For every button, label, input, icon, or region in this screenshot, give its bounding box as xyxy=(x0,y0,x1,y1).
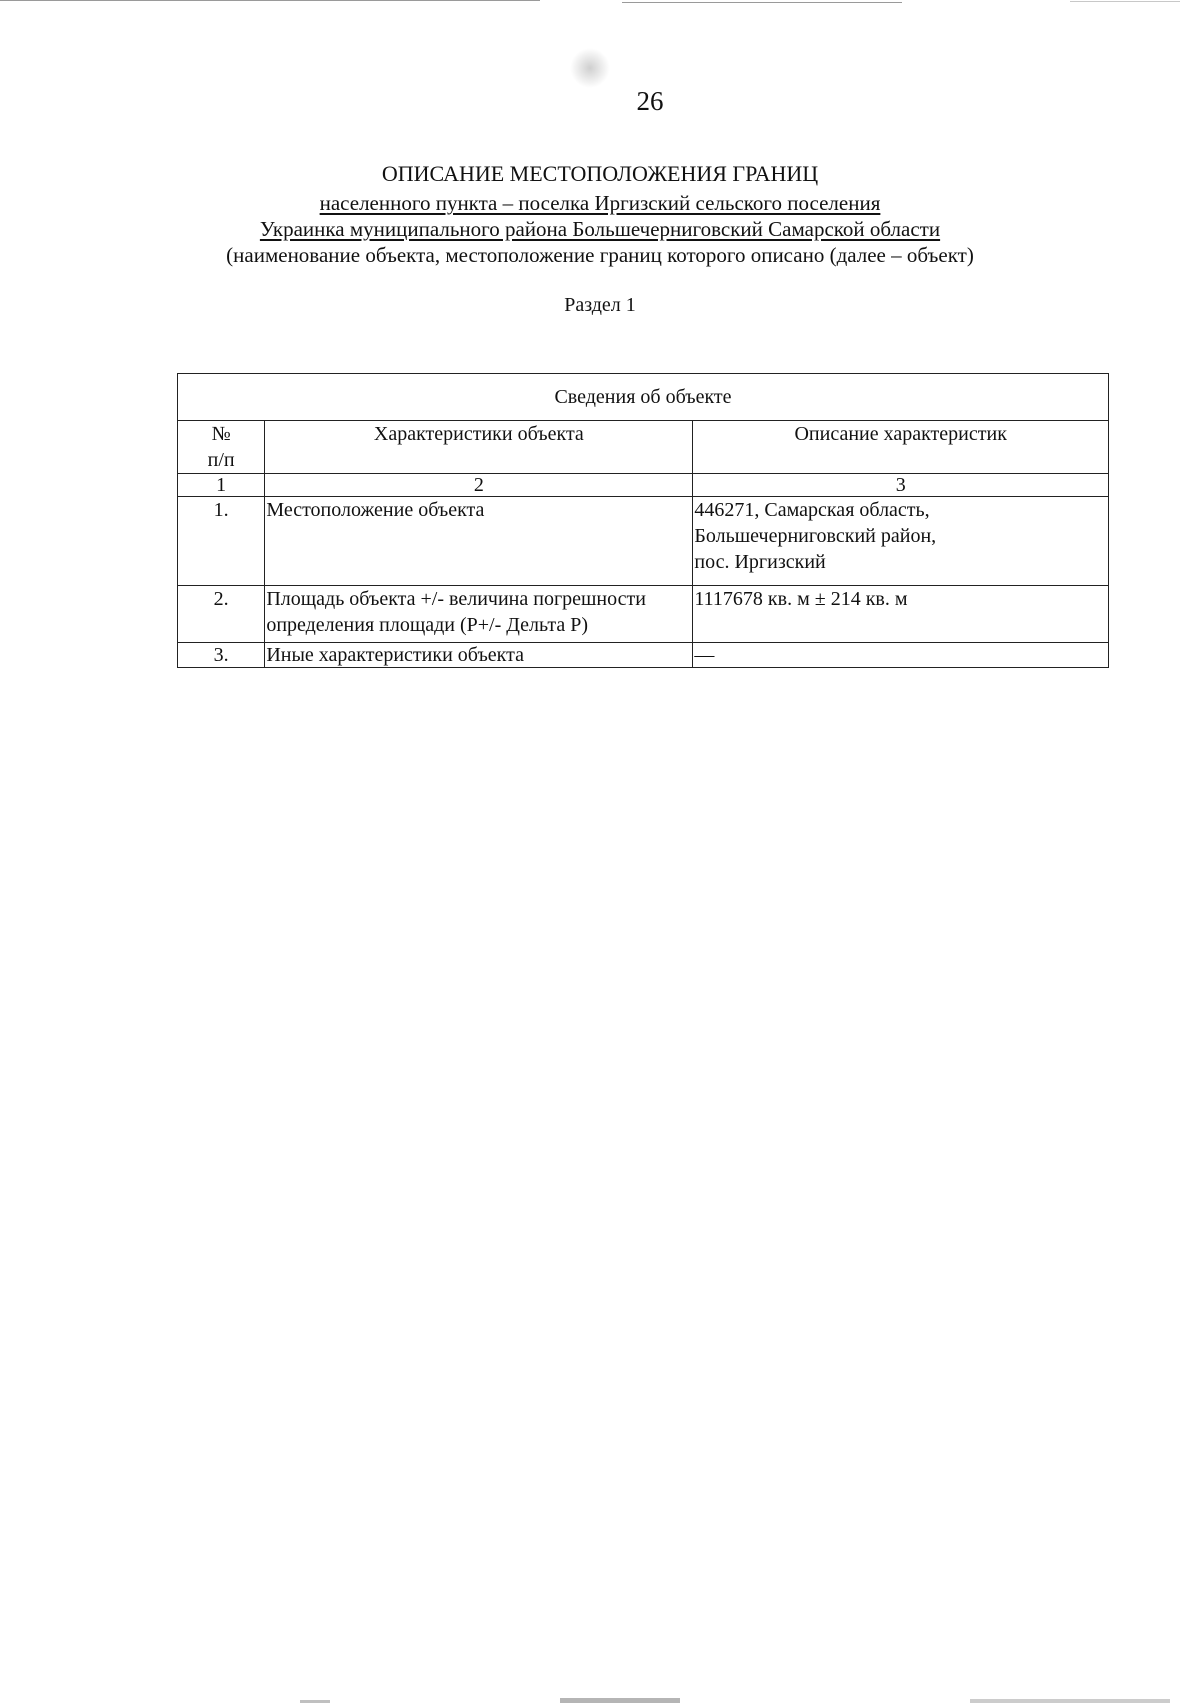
table-caption: Сведения об объекте xyxy=(178,374,1109,421)
object-name-line-1 xyxy=(150,190,1050,216)
row-characteristic xyxy=(265,586,693,643)
table-column-number-row xyxy=(178,474,1109,497)
table-row xyxy=(178,586,1109,643)
row-description: 1117678 кв. м ± 214 кв. м xyxy=(693,586,1109,643)
row-characteristic-line: Площадь объекта +/- величина погрешности xyxy=(266,588,646,610)
header-characteristics: Характеристики объекта xyxy=(265,421,693,474)
document-title: ОПИСАНИЕ МЕСТОПОЛОЖЕНИЯ ГРАНИЦ xyxy=(381,161,819,186)
object-info-table xyxy=(177,373,1109,668)
row-number: 2. xyxy=(178,586,265,643)
row-description-line: пос. Иргизский xyxy=(694,551,826,573)
header-num-line-1: № xyxy=(211,423,231,445)
scan-artifact-bottom-right xyxy=(970,1699,1170,1703)
object-name-text-2: Украинка муниципального района Большечерниговский Самарской области xyxy=(259,217,941,241)
object-name-line-2 xyxy=(150,216,1050,242)
scan-artifact-top-edge xyxy=(1070,1,1180,2)
column-number-1: 1 xyxy=(178,474,265,497)
object-name-caption: (наименование объекта, местоположение границ которого описано (далее – объект) xyxy=(226,243,974,267)
column-number-2: 2 xyxy=(265,474,693,497)
column-number-3: 3 xyxy=(693,474,1109,497)
scan-artifact-top-left xyxy=(0,0,540,1)
header-num xyxy=(178,421,265,474)
table-caption-row xyxy=(178,374,1109,421)
table-row xyxy=(178,497,1109,586)
header-description: Описание характеристик xyxy=(693,421,1109,474)
row-description xyxy=(693,497,1109,586)
row-number: 3. xyxy=(178,643,265,668)
table-header-row xyxy=(178,421,1109,474)
object-name-text-1: населенного пункта – поселка Иргизский сельского поселения xyxy=(319,191,881,215)
scan-artifact-speck xyxy=(570,48,610,88)
scan-artifact-top-right xyxy=(622,2,902,3)
row-description-line: 446271, Самарская область, xyxy=(694,499,930,521)
row-number: 1. xyxy=(178,497,265,586)
page-number: 26 xyxy=(636,86,664,116)
scan-artifact-bottom xyxy=(560,1698,680,1703)
section-label: Раздел 1 xyxy=(564,294,636,316)
row-description: — xyxy=(693,643,1109,668)
table-row xyxy=(178,643,1109,668)
row-characteristic-line: определения площади (Р+/- Дельта Р) xyxy=(266,614,589,636)
row-characteristic: Местоположение объекта xyxy=(265,497,693,586)
row-description-line: Большечерниговский район, xyxy=(694,525,937,547)
scan-artifact-bottom-left xyxy=(300,1700,330,1703)
row-characteristic: Иные характеристики объекта xyxy=(265,643,693,668)
header-num-line-2: п/п xyxy=(207,449,235,471)
